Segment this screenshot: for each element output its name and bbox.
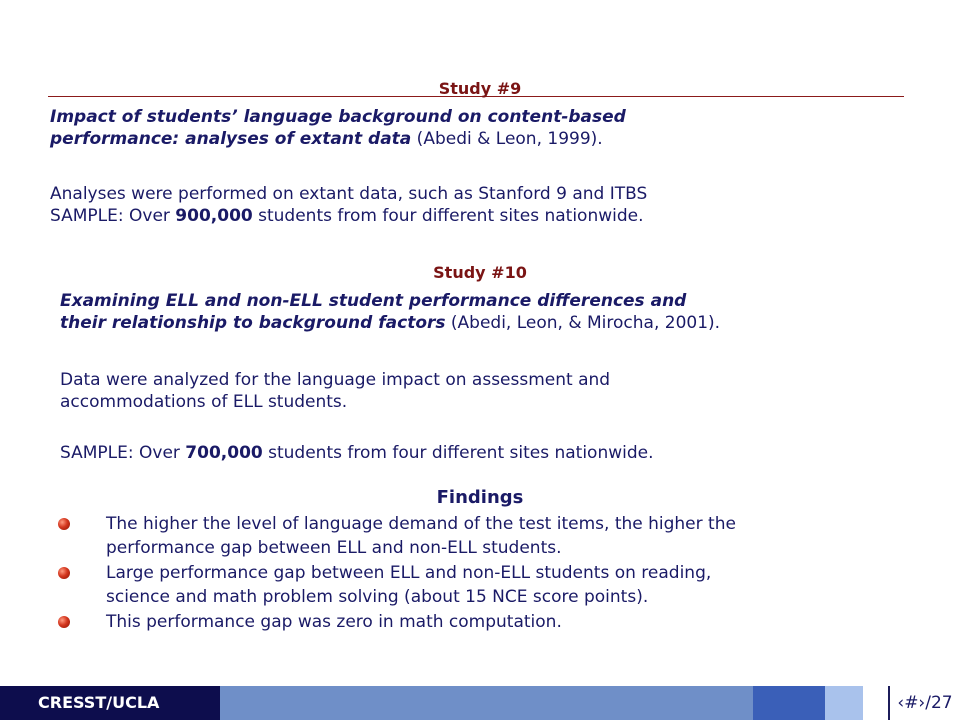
- findings-list: [58, 513, 736, 637]
- footer-label: CRESST/UCLA: [38, 693, 160, 712]
- study10-body-line2: accommodations of ELL students.: [60, 392, 348, 412]
- study9-body: [50, 183, 647, 227]
- page-number: ‹#›/27: [888, 686, 960, 720]
- bullet-icon: [58, 616, 70, 628]
- study9-title-italic: performance: analyses of extant data: [50, 129, 412, 149]
- study10-title-line2: [60, 312, 720, 334]
- footer-mid-segment: [220, 686, 753, 720]
- footer-light-segment: [825, 686, 863, 720]
- footer-blue-segment: [753, 686, 825, 720]
- footer-white-segment: [863, 686, 888, 720]
- findings-item-line1: This performance gap was zero in math computation.: [106, 612, 562, 632]
- study9-sample-post: students from four different sites nationwide.: [252, 206, 644, 226]
- study10-sample-pre: SAMPLE: Over: [60, 443, 186, 463]
- study10-citation: (Abedi, Leon, & Mirocha, 2001).: [445, 313, 721, 333]
- study9-sample-pre: SAMPLE: Over: [50, 206, 176, 226]
- study10-body-line1: Data were analyzed for the language impact on assessment and: [60, 370, 611, 390]
- study9-heading: Study #9: [438, 79, 522, 98]
- findings-item: [58, 513, 736, 560]
- study9-sample: [50, 205, 647, 227]
- findings-item-line1: The higher the level of language demand of the test items, the higher the: [106, 514, 736, 534]
- study10-title-line1: Examining ELL and non-ELL student performance differences and: [60, 291, 687, 311]
- study10-sample-count: 700,000: [185, 443, 263, 463]
- study9-title: [50, 106, 626, 150]
- findings-title: Findings: [436, 487, 524, 508]
- study10-title: [60, 290, 720, 334]
- study9-title-line2: [50, 128, 626, 150]
- findings-item: [58, 611, 736, 635]
- study10-body: [60, 369, 610, 413]
- study10-title-italic: their relationship to background factors: [60, 313, 446, 333]
- study10-sample-post: students from four different sites nationwide.: [262, 443, 654, 463]
- bullet-icon: [58, 518, 70, 530]
- study9-body-line1: Analyses were performed on extant data, such as Stanford 9 and ITBS: [50, 184, 648, 204]
- study9-citation: (Abedi & Leon, 1999).: [411, 129, 603, 149]
- footer-bar: [0, 686, 960, 720]
- study10-sample: [60, 442, 654, 464]
- findings-item-line1: Large performance gap between ELL and non-ELL students on reading,: [106, 563, 712, 583]
- study10-heading: Study #10: [433, 263, 527, 282]
- findings-item-line2: performance gap between ELL and non-ELL students.: [106, 537, 562, 558]
- findings-item-line2: science and math problem solving (about 15 NCE score points).: [106, 586, 649, 607]
- bullet-icon: [58, 567, 70, 579]
- findings-item: [58, 562, 736, 609]
- study9-title-line1: Impact of students’ language background on content-based: [50, 107, 626, 127]
- study9-sample-count: 900,000: [175, 206, 253, 226]
